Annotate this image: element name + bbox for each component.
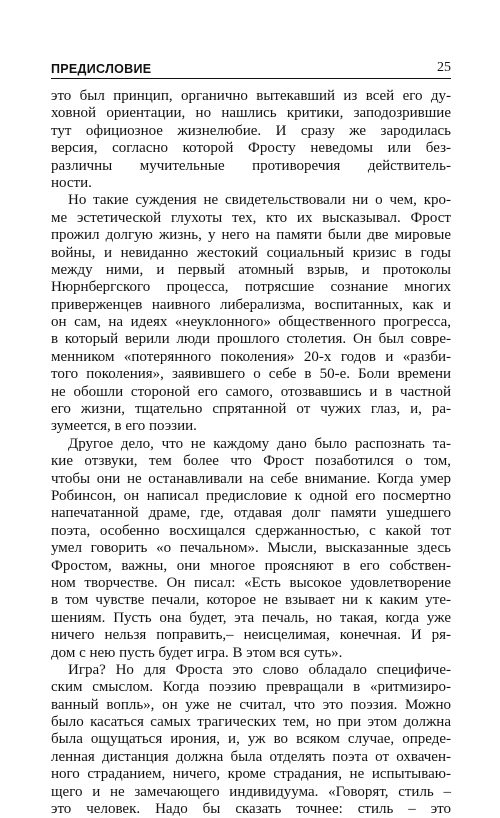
text-line: чтобы они не останавливали на себе внимание. Когда умер [51,470,451,487]
text-line: менником «потерянного поколения» 20-х годов и «разби- [51,348,451,365]
text-line: тут официозное жизнелюбие. И сразу же зародилась [51,122,451,139]
text-line: дом с нею пусть будет игра. В этом вся суть». [51,644,343,661]
text-line: напечатанной драме, где, отдавая долг памяти ушедшего [51,505,451,522]
text-line: кие отзвуки, тем более что Фрост позаботился о том, [51,453,451,470]
text-line: ме эстетической глухоты тех, кто их высказывал. Фрост [51,209,451,226]
text-line: в который верили люди прошлого столетия. Он был совре- [51,331,451,348]
text-line: того поколения», заявившего о себе в 50-е. Боли времени [51,366,451,383]
text-line: умел говорить «о печальном». Мысли, высказанные здесь [51,540,451,557]
text-line: это человек. Надо бы сказать точнее: стиль – это [51,801,451,818]
text-line: прожил долгую жизнь, у него на памяти были две мировые [51,227,451,244]
text-line: ности. [51,174,92,191]
text-line: поэта, особенно восхищался сдержанностью, с какой тот [51,522,451,539]
text-line: было касаться самых трагических тем, но при этом должна [51,714,451,731]
text-line: приверженцев наивного либерализма, воспитанных, как и [51,296,451,313]
text-line: зумеется, в его поэзии. [51,418,197,435]
text-line: это был принцип, органично вытекавший из всей его ду- [51,88,451,104]
text-line: ном творчестве. Он писал: «Есть высокое удовлетворение [51,574,451,591]
text-line: он сам, на идеях «неуклонного» общественного прогресса, [51,314,451,331]
text-line: ховной ориентации, но нашлись критики, заподозрившие [51,105,451,122]
page-number: 25 [437,60,451,75]
running-head [51,58,451,79]
paragraph [51,436,451,662]
paragraph [51,88,451,192]
text-line: была ощущаться ирония, и, уж во всяком случае, опреде- [51,731,451,748]
text-line: Игра? Но для Фроста это слово обладало специфиче- [68,661,451,678]
book-page [51,58,451,818]
text-line: Робинсон, он написал предисловие к одной его посмертно [51,487,451,504]
paragraph [51,192,451,435]
text-line: Фростом, важны, они многое проясняют в его собствен- [51,557,451,574]
text-line: различны мучительные противоречия действитель- [51,157,451,174]
text-line: между ними, и первый атомный взрыв, и протоколы [51,261,451,278]
text-line: в том чувстве печали, которое не взывает ни к каким уте- [51,592,451,609]
text-line: шениям. Пусть она будет, эта печаль, но такая, когда уже [51,609,451,626]
section-title: ПРЕДИСЛОВИЕ [51,62,152,76]
text-line: ским смыслом. Когда поэзию превращали в «ритмизиро- [51,679,451,696]
text-line: версия, согласно которой Фросту неведомы или без- [51,140,451,157]
paragraph [51,662,451,818]
text-line: ленная дистанция должна была отделять поэта от охвачен- [51,748,451,765]
text-line: ванный вопль», он уже не считал, что это поэзия. Можно [51,696,451,713]
text-line: Нюрнбергского процесса, потрясшие сознание многих [51,279,451,296]
text-line: ного страданием, ничего, кроме страдания, не испытываю- [51,766,451,783]
text-line: войны, и невиданно жестокий социальный кризис в годы [51,244,451,261]
text-line: его жизни, тщательно спрятанной от чужих глаз, и, ра- [51,401,451,418]
text-line: Но такие суждения не свидетельствовали ни о чем, кро- [68,192,451,209]
text-line: не обошли стороной его самого, отозвавшись и в частной [51,383,451,400]
text-line: щего и не замечающего индивидуума. «Говорят, стиль – [51,783,451,800]
text-line: Другое дело, что не каждому дано было распознать та- [68,435,451,452]
body-text [51,88,451,818]
text-line: ничего нельзя поправить,– неисцелимая, конечная. И ря- [51,627,451,644]
